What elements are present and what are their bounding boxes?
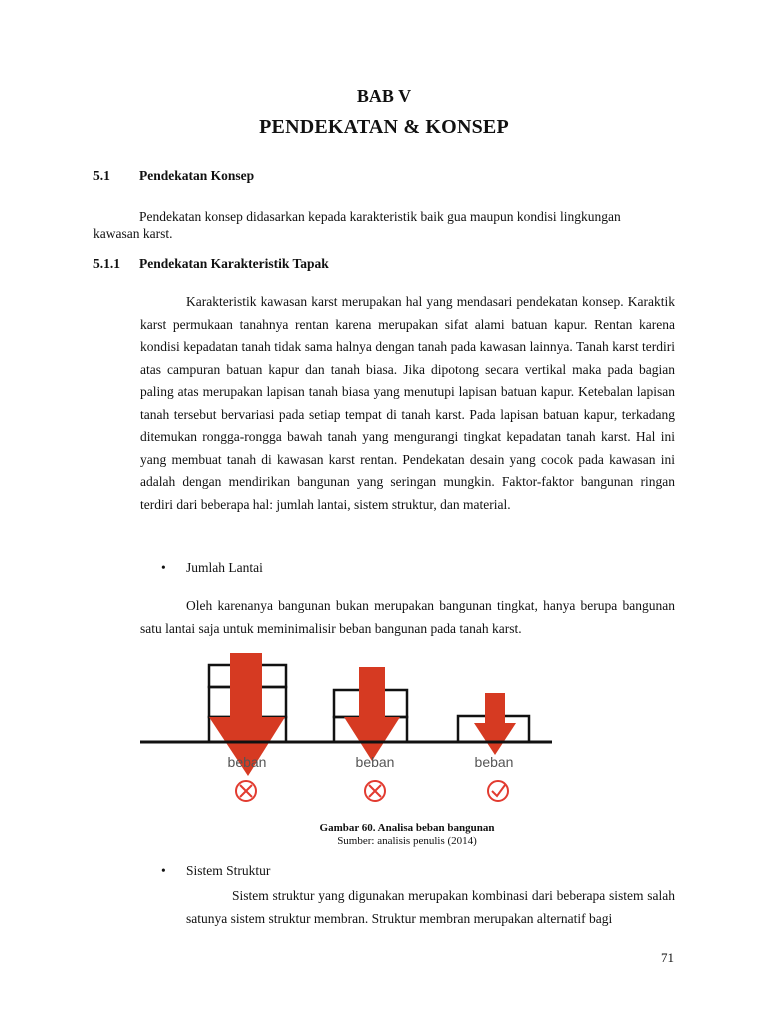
subsection-number: 5.1.1 xyxy=(93,256,120,271)
check-mark-icon xyxy=(488,781,508,801)
bullet-jumlah-lantai: Jumlah Lantai xyxy=(186,560,263,575)
bullet-dot-2: • xyxy=(161,863,166,878)
caption-source: Sumber: analisis penulis (2014) xyxy=(337,835,477,847)
figure-caption xyxy=(200,822,614,848)
paragraph-jumlah-lantai: Oleh karenanya bangunan bukan merupakan bangunan tingkat, hanya berupa bangunan satu lantai saja untuk meminimalisir beban bangunan pada tanah karst. xyxy=(140,598,675,636)
cross-mark-2-icon xyxy=(365,781,385,801)
label-beban-3: beban xyxy=(474,754,514,770)
chapter-heading: BAB V xyxy=(356,86,412,106)
caption-title: Gambar 60. Analisa beban bangunan xyxy=(319,822,495,834)
label-beban-2: beban xyxy=(355,754,395,770)
label-beban-1: beban xyxy=(227,754,267,770)
bullet-sistem-struktur: Sistem Struktur xyxy=(186,863,271,878)
cross-mark-1-icon xyxy=(236,781,256,801)
paragraph-karakteristik: Karakteristik kawasan karst merupakan hal yang mendasari pendekatan konsep. Karaktik karst permukaan tanahnya rentan karena merupakan sifat alami batuan kapur. Rentan karena kondisi kepadatan tanah tidak sama halnya dengan tanah pada kawasan lainnya. Tanah karst terdiri atas campuran batuan kapur dan tanah biasa. Jika dipotong secara vertikal maka pada bagian paling atas merupakan lapisan tanah biasa yang menutupi lapisan batuan kapur. Ketebalan lapisan tanah tersebut bervariasi pada setiap tempat di tanah karst. Pada lapisan batuan kapur, terkadang ditemukan rongga-rongga bawah tanah yang mengurangi tingkat kepadatan tanah karst. Hal ini yang membuat tanah di kawasan karst rentan. Pendekatan desain yang cocok pada kawasan ini adalah dengan mendirikan bangunan yang seringan mungkin. Faktor-faktor bangunan ringan terdiri dari beberapa hal: jumlah lantai, sistem struktur, dan material. xyxy=(140,294,675,512)
section-number: 5.1 xyxy=(93,168,110,183)
page-number: 71 xyxy=(661,950,674,965)
section-title: Pendekatan Konsep xyxy=(139,168,255,183)
subsection-title: Pendekatan Karakteristik Tapak xyxy=(139,256,329,271)
intro-line-2: kawasan karst. xyxy=(93,226,173,241)
intro-line-1: Pendekatan konsep didasarkan kepada karakteristik baik gua maupun kondisi lingkungan xyxy=(139,209,621,224)
load-analysis-figure xyxy=(140,648,554,806)
bullet-dot: • xyxy=(161,560,166,575)
load-arrow-medium xyxy=(344,667,400,761)
chapter-title: PENDEKATAN & KONSEP xyxy=(259,116,509,138)
paragraph-sistem-struktur: Sistem struktur yang digunakan merupakan kombinasi dari beberapa sistem salah satunya sistem struktur membran. Struktur membran merupakan alternatif bagi xyxy=(186,888,675,926)
load-arrow-small xyxy=(474,693,516,755)
